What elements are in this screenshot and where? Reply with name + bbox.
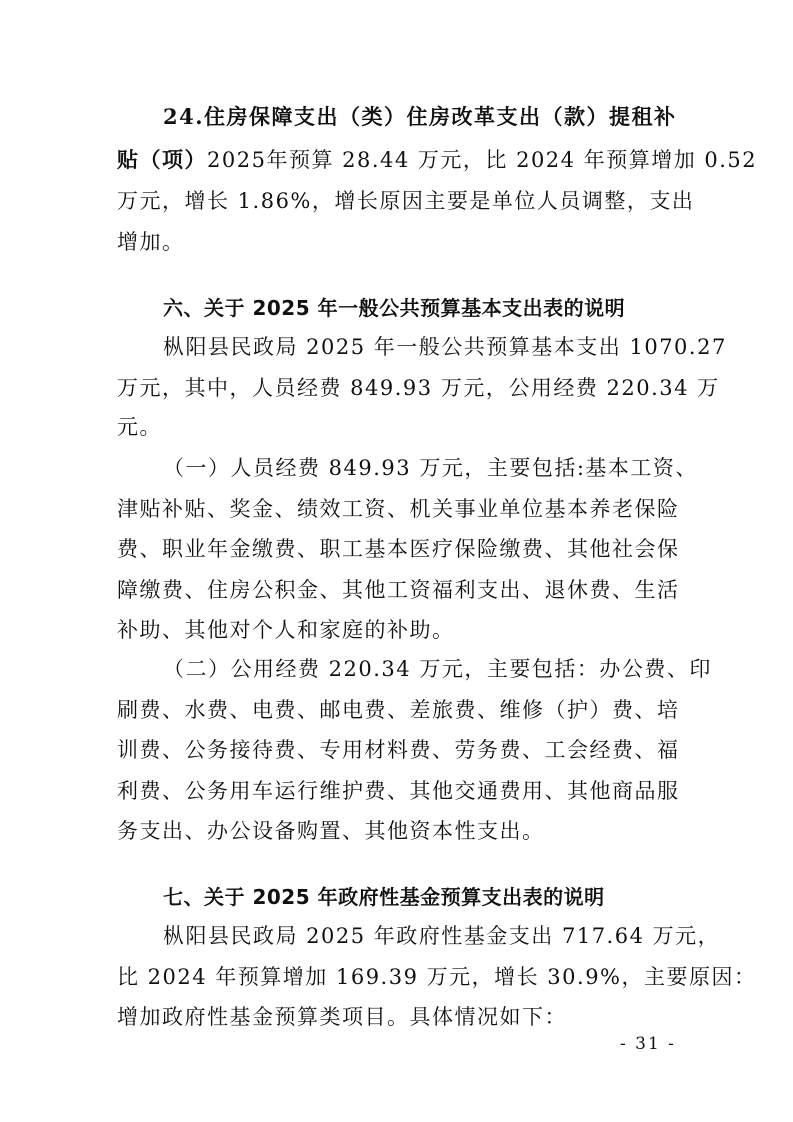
section-7-heading: 七、关于 2025 年政府性基金预算支出表的说明	[163, 885, 605, 909]
section-6-paragraph-2-line-2: 津贴补贴、奖金、绩效工资、机关事业单位基本养老保险	[117, 497, 680, 521]
section-24-line-2	[0, 145, 793, 175]
section-6-paragraph-1-line-3: 元。	[117, 415, 162, 439]
section-7-paragraph-1-line-3: 增加政府性基金预算类项目。具体情况如下：	[117, 1005, 567, 1029]
section-6-paragraph-3-line-4: 利费、公务用车运行维护费、其他交通费用、其他商品服	[117, 779, 680, 803]
section-6-heading: 六、关于 2025 年一般公共预算基本支出表的说明	[163, 296, 626, 320]
section-6-paragraph-3-line-5: 务支出、办公设备购置、其他资本性支出。	[117, 819, 545, 843]
section-24-line-2-text: 2025年预算 28.44 万元，比 2024 年预算增加 0.52	[207, 148, 758, 172]
section-6-paragraph-2-line-4: 障缴费、住房公积金、其他工资福利支出、退休费、生活	[117, 578, 680, 602]
section-6-paragraph-1-line-2: 万元，其中，人员经费 849.93 万元，公用经费 220.34 万	[117, 376, 720, 400]
section-6-paragraph-3-line-1: （二）公用经费 220.34 万元，主要包括：办公费、印	[163, 657, 712, 681]
section-6-paragraph-2-line-5: 补助、其他对个人和家庭的补助。	[117, 618, 455, 642]
section-24-line-1: 24.住房保障支出（类）住房改革支出（款）提租补	[163, 104, 677, 129]
section-24-line-3: 万元，增长 1.86%，增长原因主要是单位人员调整，支出	[117, 189, 695, 213]
section-6-paragraph-1-line-1: 枞阳县民政局 2025 年一般公共预算基本支出 1070.27	[163, 335, 727, 359]
page-number: - 31 -	[620, 1034, 676, 1054]
section-24-item-label: 贴（项）	[117, 147, 207, 172]
section-7-paragraph-1-line-1: 枞阳县民政局 2025 年政府性基金支出 717.64 万元，	[163, 924, 721, 948]
section-6-paragraph-2-line-1: （一）人员经费 849.93 万元，主要包括:基本工资、	[163, 456, 698, 480]
section-7-paragraph-1-line-2: 比 2024 年预算增加 169.39 万元，增长 30.9%，主要原因：	[117, 965, 757, 989]
section-6-paragraph-3-line-3: 训费、公务接待费、专用材料费、劳务费、工会经费、福	[117, 738, 680, 762]
section-6-paragraph-3-line-2: 刷费、水费、电费、邮电费、差旅费、维修（护）费、培	[117, 698, 680, 722]
section-24-line-4: 增加。	[117, 230, 185, 254]
section-6-paragraph-2-line-3: 费、职业年金缴费、职工基本医疗保险缴费、其他社会保	[117, 537, 680, 561]
